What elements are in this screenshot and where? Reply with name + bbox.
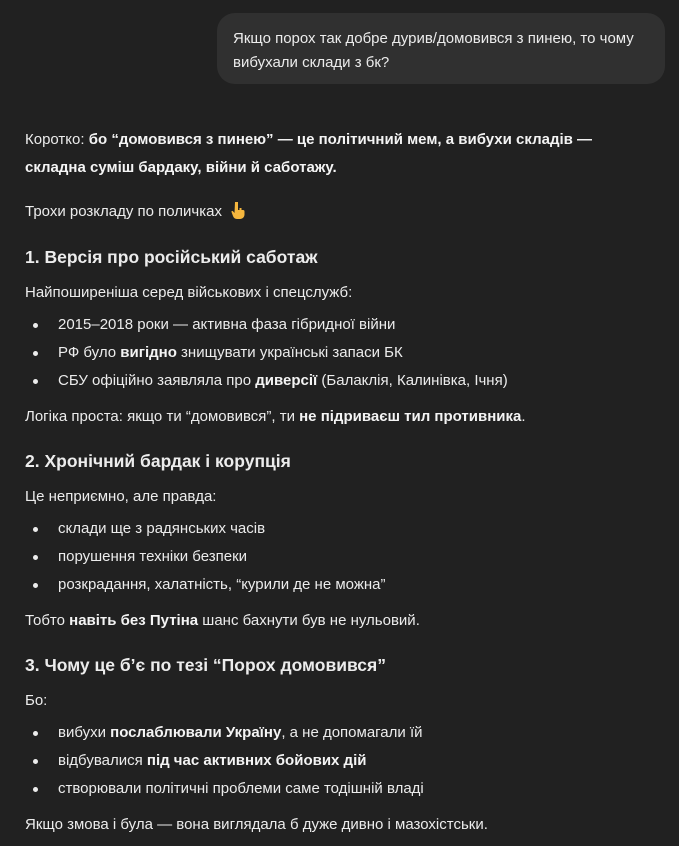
bullet-text: розкрадання, халатність, “курили де не можна” — [58, 576, 386, 593]
teaser-text: Трохи розкладу по поличках — [25, 203, 222, 220]
section3-title: 3. Чому це б’є по тезі “Порох домовився” — [25, 655, 386, 675]
section1-lead: Найпоширеніша серед військових і спецслужб: — [25, 284, 353, 301]
bullet-dot — [33, 323, 38, 328]
intro-bold-2: складна суміш бардаку, війни й саботажу. — [25, 159, 337, 176]
bullet-text: створювали політичні проблеми саме тодішній владі — [58, 780, 424, 797]
bullet-text: порушення техніки безпеки — [58, 548, 248, 565]
section1-outro: Логіка проста: якщо ти “домовився”, ти не підриваєш тил противника. — [25, 408, 526, 425]
bullet-text: вибухи послаблювали Україну, а не допомагали їй — [58, 724, 423, 741]
intro-line-1 — [25, 128, 592, 152]
intro-line-2 — [25, 156, 337, 180]
section3-outro: Якщо змова і була — вона виглядала б дуже дивно і мазохістськи. — [25, 816, 488, 833]
bullet-dot — [33, 351, 38, 356]
section3-lead: Бо: — [25, 692, 48, 709]
pointing-down-hand-icon — [228, 201, 246, 219]
section2-title: 2. Хронічний бардак і корупція — [25, 451, 291, 471]
user-message-bubble — [217, 13, 665, 84]
bullet-dot — [33, 787, 38, 792]
bullet-dot — [33, 527, 38, 532]
intro-prefix: Коротко: — [25, 131, 89, 148]
bullet-text: 2015–2018 роки — активна фаза гібридної війни — [58, 316, 396, 333]
bullet-text: склади ще з радянських часів — [58, 520, 266, 537]
bullet-text: СБУ офіційно заявляла про диверсії (Балаклія, Калинівка, Ічня) — [58, 372, 508, 389]
bullet-dot — [33, 379, 38, 384]
user-message-text: Якщо порох так добре дурив/домовився з пинею, то чому вибухали склади з бк? — [233, 30, 634, 71]
bullet-dot — [33, 731, 38, 736]
section1-title: 1. Версія про російський саботаж — [25, 247, 318, 267]
bullet-text: відбувалися під час активних бойових дій — [58, 752, 367, 769]
bullet-dot — [33, 583, 38, 588]
section2-lead: Це неприємно, але правда: — [25, 488, 217, 505]
section2-outro: Тобто навіть без Путіна шанс бахнути був не нульовий. — [25, 612, 420, 629]
bullet-dot — [33, 555, 38, 560]
bullet-text: РФ було вигідно знищувати українські запаси БК — [58, 344, 403, 361]
intro-bold-1: бо “домовився з пинею” — це політичний мем, а вибухи складів — — [88, 131, 593, 148]
teaser — [25, 200, 246, 224]
bullet-dot — [33, 759, 38, 764]
